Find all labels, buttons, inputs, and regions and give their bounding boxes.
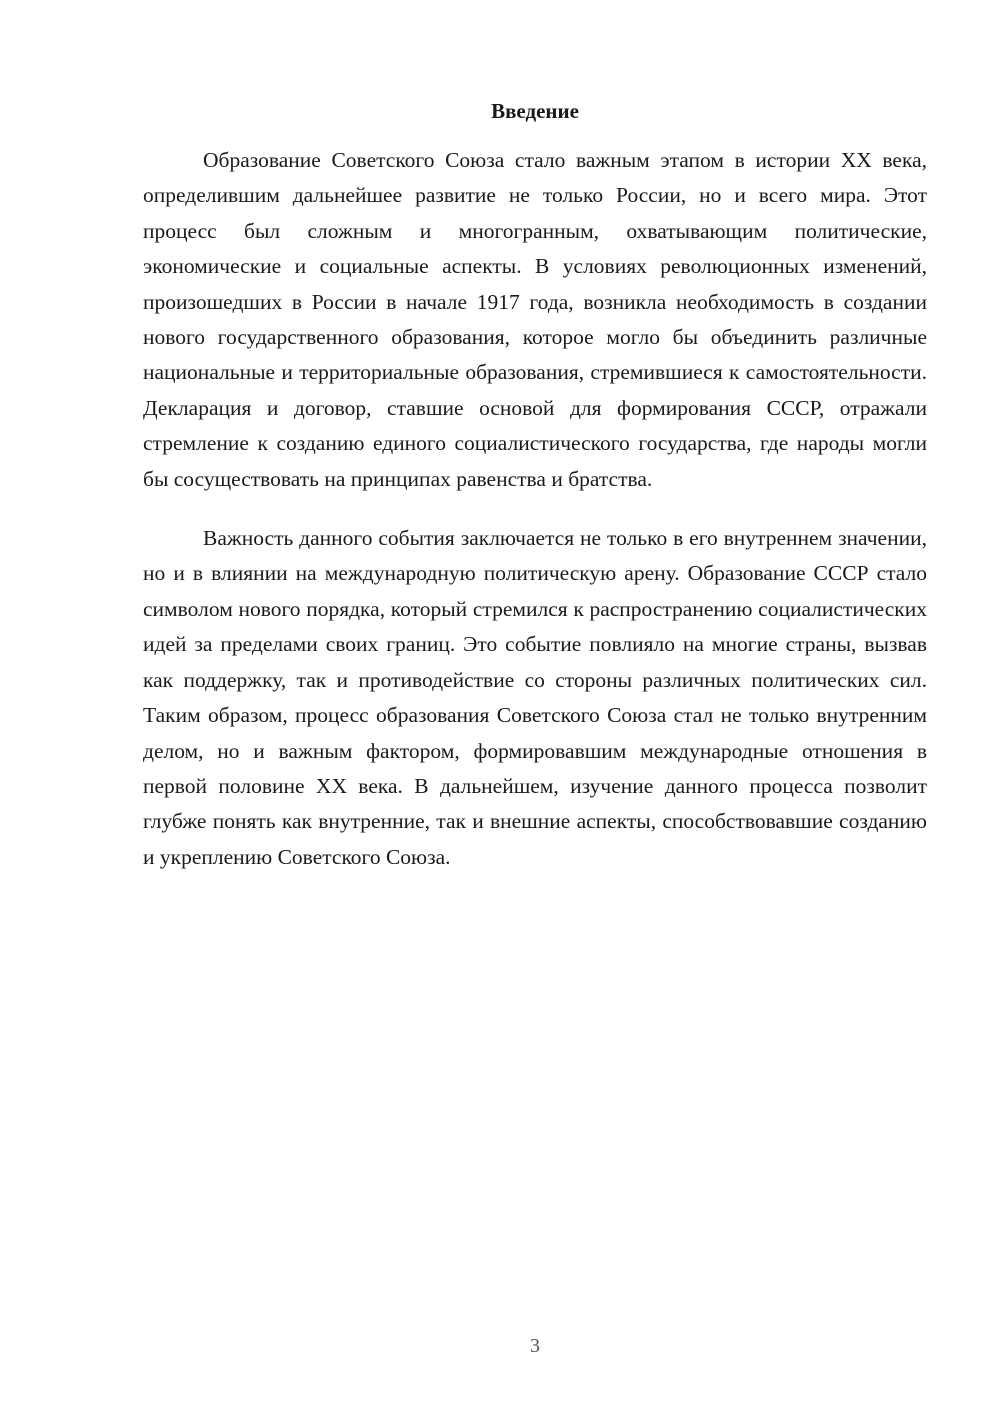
page-title: Введение	[491, 99, 579, 123]
page-number: 3	[530, 1335, 540, 1357]
paragraph-2: Важность данного события заключается не только в его внутреннем значении, но и в влиянии на международную политическую арену. Образование СССР стало символом нового порядка, который стремился к распространению социалистических идей за пределами своих границ. Это событие повлияло на многие страны, вызвав как поддержку, так и противодействие со стороны различных политических сил. Таким образом, процесс образования Советского Союза стал не только внутренним делом, но и важным фактором, формировавшим международные отношения в первой половине XX века. В дальнейшем, изучение данного процесса позволит глубже понять как внутренние, так и внешние аспекты, способствовавшие созданию и укреплению Советского Союза.	[143, 526, 927, 869]
body-text	[143, 143, 927, 875]
paragraph-1: Образование Советского Союза стало важным этапом в истории XX века, определившим дальнейшее развитие не только России, но и всего мира. Этот процесс был сложным и многогранным, охватывающим политические, экономические и социальные аспекты. В условиях революционных изменений, произошедших в России в начале 1917 года, возникла необходимость в создании нового государственного образования, которое могло бы объединить различные национальные и территориальные образования, стремившиеся к самостоятельности. Декларация и договор, ставшие основой для формирования СССР, отражали стремление к созданию единого социалистического государства, где народы могли бы сосуществовать на принципах равенства и братства.	[143, 148, 927, 491]
